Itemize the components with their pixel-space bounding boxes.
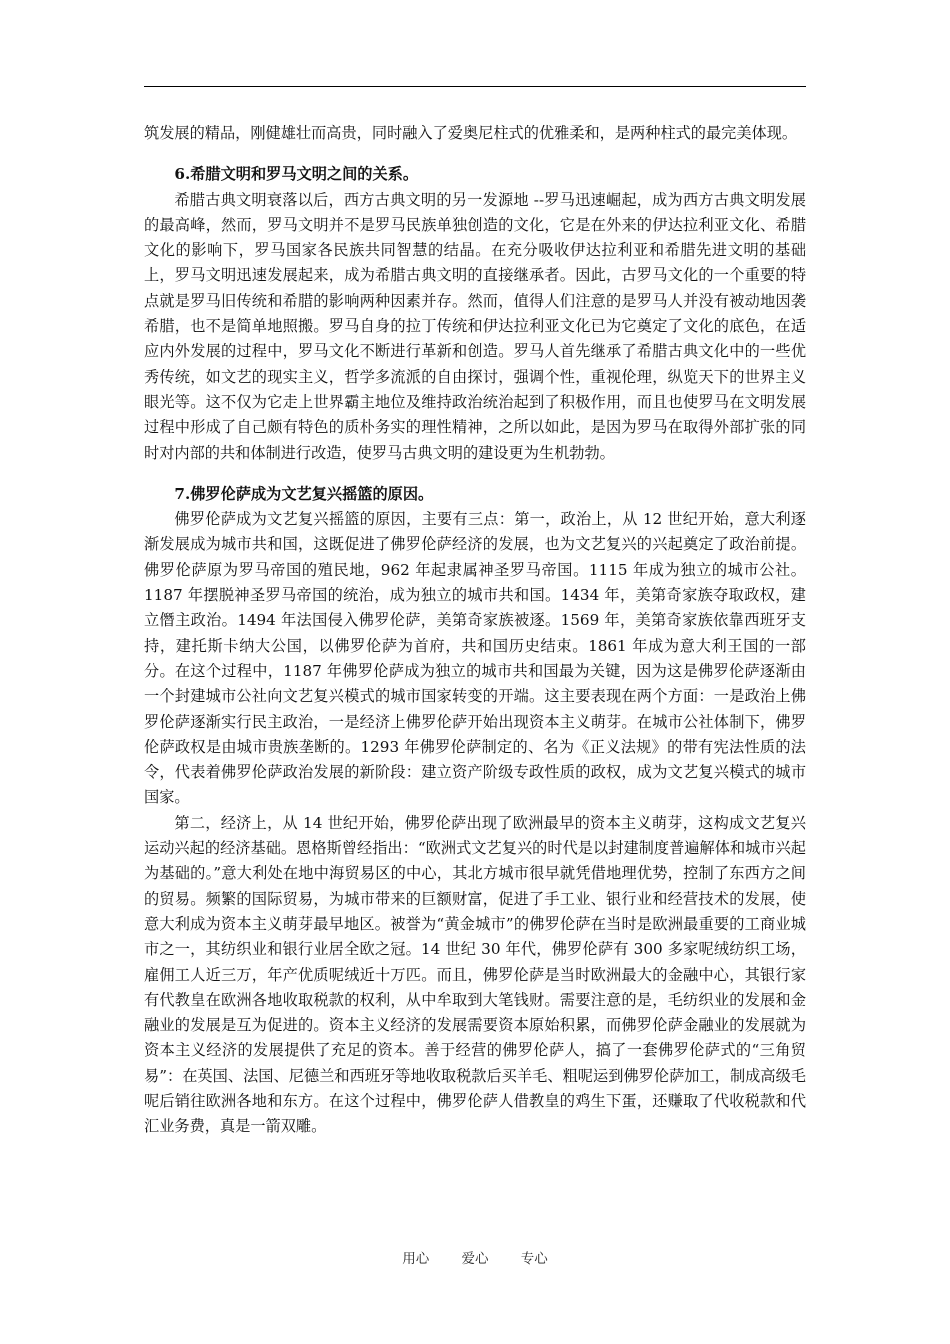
section-6-heading: 6.希腊文明和罗马文明之间的关系。 xyxy=(174,165,419,184)
footer-word-2: 爱心 xyxy=(461,1251,489,1267)
document-body xyxy=(144,121,806,1140)
footer-word-1: 用心 xyxy=(402,1251,430,1267)
section-7-heading: 7.佛罗伦萨成为文艺复兴摇篮的原因。 xyxy=(174,484,434,503)
section-7-paragraph-1: 佛罗伦萨成为文艺复兴摇篮的原因，主要有三点：第一，政治上，从 12 世纪开始，意大利逐渐发展成为城市共和国，这既促进了佛罗伦萨经济的发展，也为文艺复兴的兴起奠定了政治前提。佛罗伦萨原为罗马帝国的殖民地，962 年起隶属神圣罗马帝国。1115 年成为独立的城市公社。1187 年摆脱神圣罗马帝国的统治，成为独立的城市共和国。1434 年，美第奇家族夺取政权，建立僭主政治。1494 年法国侵入佛罗伦萨，美第奇家族被逐。1569 年，美第奇家族依靠西班牙支持，建托斯卡纳大公国，以佛罗伦萨为首府，共和国历史结束。1861 年成为意大利王国的一部分。在这个过程中，1187 年佛罗伦萨成为独立的城市共和国最为关键，因为这是佛罗伦萨逐渐由一个封建城市公社向文艺复兴模式的城市国家转变的开端。这主要表现在两个方面：一是政治上佛罗伦萨逐渐实行民主政治，一是经济上佛罗伦萨开始出现资本主义萌芽。在城市公社体制下，佛罗伦萨政权是由城市贵族垄断的。1293 年佛罗伦萨制定的、名为《正义法规》的带有宪法性质的法令，代表着佛罗伦萨政治发展的新阶段：建立资产阶级专政性质的政权，成为文艺复兴模式的城市国家。 xyxy=(144,510,806,807)
footer-word-3: 专心 xyxy=(520,1251,548,1267)
section-7-paragraph-2: 第二，经济上，从 14 世纪开始，佛罗伦萨出现了欧洲最早的资本主义萌芽，这构成文艺复兴运动兴起的经济基础。恩格斯曾经指出：“欧洲式文艺复兴的时代是以封建制度普遍解体和城市兴起为基础的。”意大利处在地中海贸易区的中心，其北方城市很早就凭借地理优势，控制了东西方之间的贸易。频繁的国际贸易，为城市带来的巨额财富，促进了手工业、银行业和经营技术的发展，使意大利成为资本主义萌芽最早地区。被誉为“黄金城市”的佛罗伦萨在当时是欧洲最重要的工商业城市之一，其纺织业和银行业居全欧之冠。14 世纪 30 年代，佛罗伦萨有 300 多家呢绒纺织工场，雇佣工人近三万，年产优质呢绒近十万匹。而且，佛罗伦萨是当时欧洲最大的金融中心，其银行家有代教皇在欧洲各地收取税款的权利，从中牟取到大笔钱财。需要注意的是，毛纺织业的发展和金融业的发展是互为促进的。资本主义经济的发展需要资本原始积累，而佛罗伦萨金融业的发展就为资本主义经济的发展提供了充足的资本。善于经营的佛罗伦萨人，搞了一套佛罗伦萨式的“三角贸易”：在英国、法国、尼德兰和西班牙等地收取税款后买羊毛、粗呢运到佛罗伦萨加工，制成高级毛呢后销往欧洲各地和东方。在这个过程中，佛罗伦萨人借教皇的鸡生下蛋，还赚取了代收税款和代汇业务费，真是一箭双雕。 xyxy=(144,813,806,1136)
continuation-paragraph: 筑发展的精品，刚健雄壮而高贵，同时融入了爱奥尼柱式的优雅柔和，是两种柱式的最完美体现。 xyxy=(144,124,798,142)
header-rule xyxy=(144,86,806,87)
section-6-paragraph: 希腊古典文明衰落以后，西方古典文明的另一发源地 --罗马迅速崛起，成为西方古典文明发展的最高峰，然而，罗马文明并不是罗马民族单独创造的文化，它是在外来的伊达拉利亚文化、希腊文化的影响下，罗马国家各民族共同智慧的结晶。在充分吸收伊达拉利亚和希腊先进文明的基础上，罗马文明迅速发展起来，成为希腊古典文明的直接继承者。因此，古罗马文化的一个重要的特点就是罗马旧传统和希腊的影响两种因素并存。然而，值得人们注意的是罗马人并没有被动地因袭希腊，也不是简单地照搬。罗马自身的拉丁传统和伊达拉利亚文化已为它奠定了文化的底色，在适应内外发展的过程中，罗马文化不断进行革新和创造。罗马人首先继承了希腊古典文化中的一些优秀传统，如文艺的现实主义，哲学多流派的自由探讨，强调个性，重视伦理，纵览天下的世界主义眼光等。这不仅为它走上世界霸主地位及维持政治统治起到了积极作用，而且也使罗马在文明发展过程中形成了自己颇有特色的质朴务实的理性精神，之所以如此，是因为罗马在取得外部扩张的同时对内部的共和体制进行改造，使罗马古典文明的建设更为生机勃勃。 xyxy=(144,190,806,462)
page-footer xyxy=(0,1247,950,1267)
